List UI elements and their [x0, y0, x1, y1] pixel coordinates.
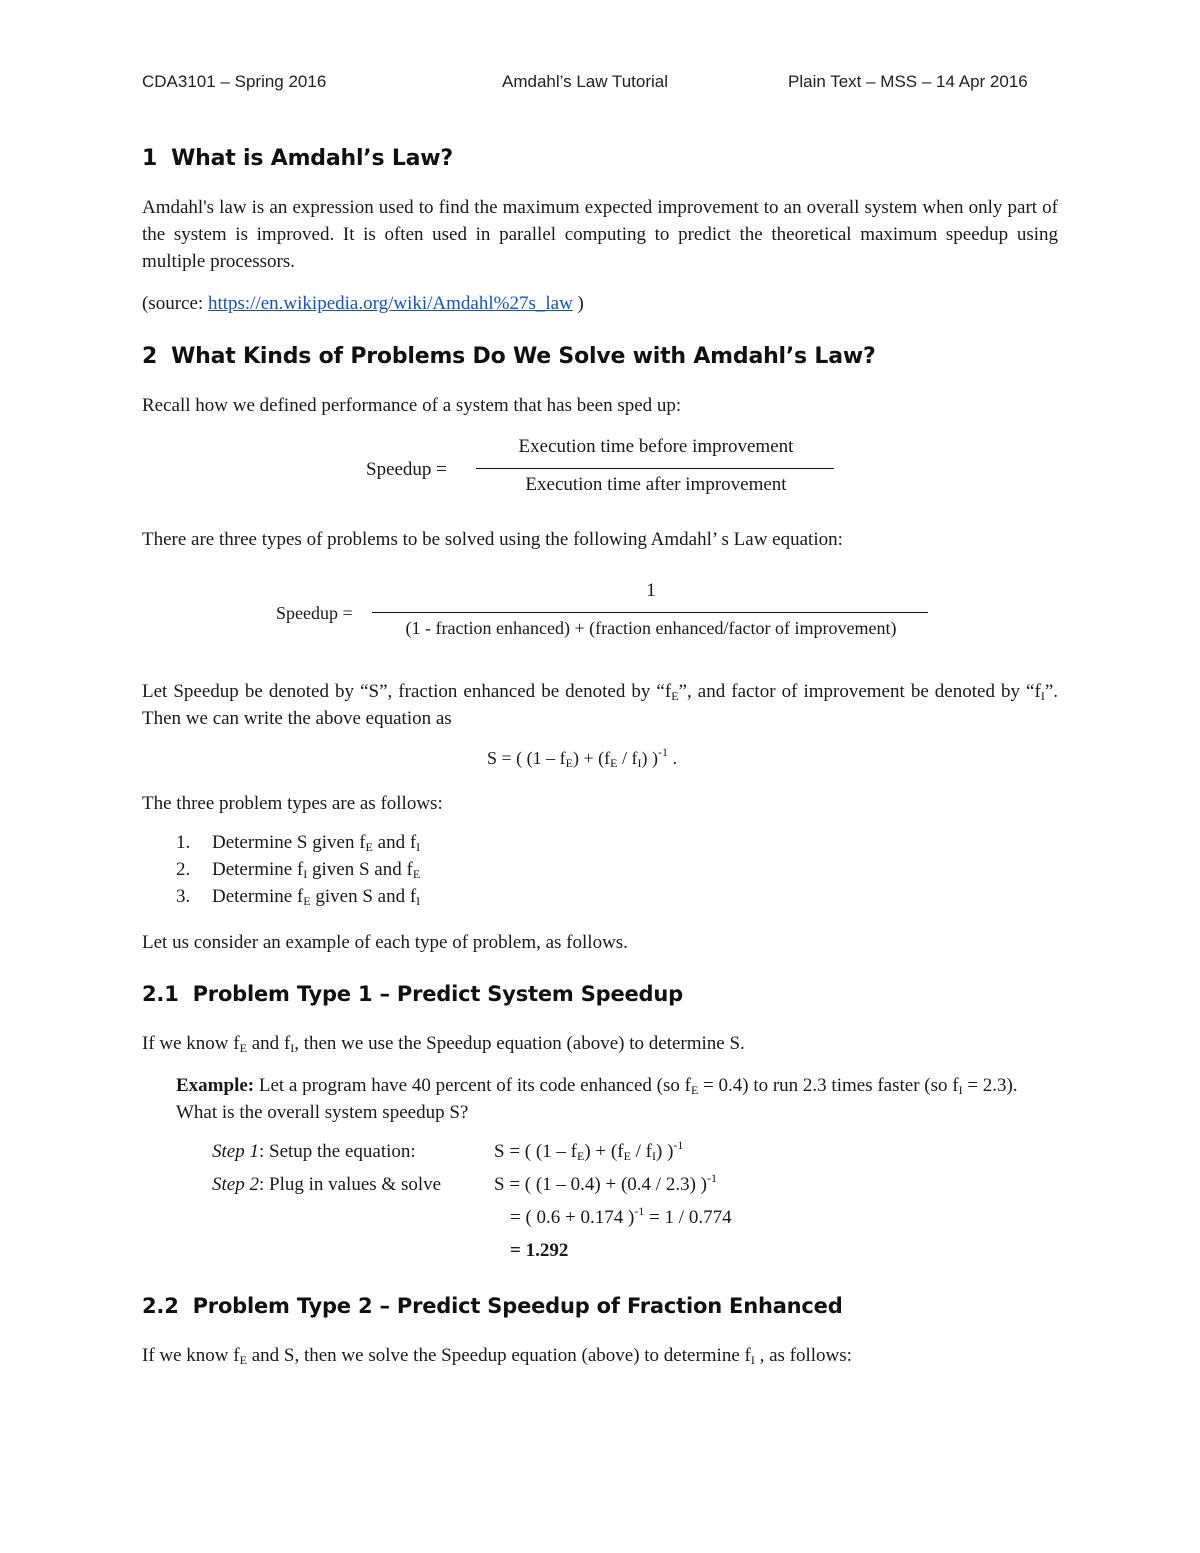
compact-speedup-equation [487, 745, 677, 770]
text-run: and S, then we solve the Speedup equation (above) to determine f [246, 1345, 751, 1366]
step-1-equation [494, 1138, 684, 1163]
fraction-bar [372, 612, 928, 613]
subscript: I [637, 756, 642, 770]
text-run: Determine S given f [212, 832, 366, 853]
problem-type-2-intro [142, 1342, 1058, 1369]
text-run: S = ( (1 – 0.4) + (0.4 / 2.3) ) [494, 1174, 707, 1195]
list-marker: 3. [176, 886, 191, 907]
section-title: What is Amdahl’s Law? [171, 146, 453, 171]
equation-numerator: 1 [646, 580, 656, 601]
equation-numerator: Execution time before improvement [518, 436, 794, 457]
text-run: Let a program have 40 percent of its code enhanced (so f [254, 1075, 691, 1096]
step-2-continued [510, 1204, 732, 1229]
step-2-result: = 1.292 [510, 1240, 569, 1261]
wikipedia-link[interactable]: https://en.wikipedia.org/wiki/Amdahl%27s_law [207, 293, 573, 314]
text-run: ) + (f [584, 1141, 624, 1162]
text-run: = 0.4) to run 2.3 times faster (so f [698, 1075, 959, 1096]
source-prefix: (source: [142, 293, 208, 314]
list-item [176, 886, 420, 908]
text-run: S = ( (1 – f [494, 1141, 578, 1162]
notation-paragraph [142, 678, 1058, 732]
three-types-intro: There are three types of problems to be solved using the following Amdahl’ s Law equation: [142, 529, 843, 550]
list-marker: 1. [176, 832, 191, 853]
subscript: E [610, 756, 618, 770]
subscript: I [1040, 689, 1045, 703]
text-run: S = ( (1 – f [487, 748, 566, 768]
text-run: ) ) [656, 1141, 674, 1162]
section-number: 2.2 [142, 1294, 179, 1318]
step-text: : Setup the equation: [258, 1141, 416, 1162]
step-2-label [212, 1174, 441, 1196]
text-run: , then we use the Speedup equation (above) to determine S. [294, 1033, 745, 1054]
text-run: , as follows: [754, 1345, 852, 1366]
recall-paragraph: Recall how we defined performance of a system that has been sped up: [142, 395, 682, 416]
subscript: I [750, 1353, 755, 1367]
section-1-paragraph: Amdahl's law is an expression used to find the maximum expected improvement to an overall system when only part of the system is improved. It is often used in parallel computing to predict the theoretical maximum speedup using multiple processors. [142, 197, 1058, 272]
header-course: CDA3101 – Spring 2016 [142, 72, 327, 91]
superscript: -1 [634, 1204, 645, 1218]
text-run: and f [372, 832, 417, 853]
list-marker: 2. [176, 859, 191, 880]
section-title: Problem Type 1 – Predict System Speedup [192, 982, 683, 1006]
header-meta: Plain Text – MSS – 14 Apr 2016 [788, 72, 1028, 91]
text-run: Determine f [212, 859, 304, 880]
subscript: I [290, 1041, 295, 1055]
types-intro: The three problem types are as follows: [142, 793, 443, 814]
text-run: If we know f [142, 1033, 240, 1054]
section-2-heading [142, 344, 876, 369]
superscript: -1 [673, 1138, 684, 1152]
source-suffix: ) [572, 293, 584, 314]
subscript: E [623, 1149, 631, 1163]
section-2-2-heading [142, 1294, 843, 1318]
step-1-label [212, 1141, 416, 1163]
text-run: = 2.3). What is the overall system speedup S? [176, 1075, 1018, 1123]
step-label: Step 2 [212, 1174, 259, 1195]
header-title: Amdahl’s Law Tutorial [502, 72, 668, 91]
subscript: E [239, 1041, 247, 1055]
problem-type-1-intro [142, 1030, 1058, 1057]
text-run: / f [617, 748, 638, 768]
subscript: I [303, 867, 308, 881]
fraction-bar [476, 468, 834, 469]
source-line [142, 290, 1058, 317]
subscript: E [577, 1149, 585, 1163]
section-number: 2 [142, 344, 158, 369]
text-run: . [667, 748, 677, 768]
equation-denominator: Execution time after improvement [525, 474, 787, 495]
section-number: 1 [142, 146, 158, 171]
consider-paragraph: Let us consider an example of each type of problem, as follows. [142, 932, 628, 953]
subscript: E [303, 894, 311, 908]
text-run: given S and f [307, 859, 413, 880]
step-text: : Plug in values & solve [258, 1174, 442, 1195]
subscript: E [239, 1353, 247, 1367]
section-title: Problem Type 2 – Predict Speedup of Fraction Enhanced [192, 1294, 843, 1318]
subscript: I [652, 1149, 657, 1163]
text-run: = ( 0.6 + 0.174 ) [510, 1207, 635, 1228]
subscript: E [365, 840, 373, 854]
section-title: What Kinds of Problems Do We Solve with Amdahl’s Law? [171, 344, 876, 369]
step-2-equation [494, 1171, 717, 1196]
text-run: ) + (f [573, 748, 611, 768]
text-run: = 1 / 0.774 [644, 1207, 732, 1228]
text-run: ) ) [641, 748, 658, 768]
list-item [176, 859, 420, 881]
equation-denominator: (1 - fraction enhanced) + (fraction enhanced/factor of improvement) [405, 618, 897, 638]
section-2-1-heading [142, 982, 683, 1006]
subscript: E [412, 867, 421, 881]
subscript: I [416, 894, 421, 908]
text-run: and f [246, 1033, 291, 1054]
superscript: -1 [657, 745, 668, 759]
subscript: E [565, 756, 573, 770]
text-run: Determine f [212, 886, 304, 907]
text-run: given S and f [310, 886, 417, 907]
list-item [176, 832, 420, 854]
subscript: I [416, 840, 421, 854]
example-label: Example: [176, 1075, 255, 1096]
step-label: Step 1 [212, 1141, 259, 1162]
text-run: Let Speedup be denoted by “S”, fraction enhanced be denoted by “f [142, 681, 672, 702]
superscript: -1 [707, 1171, 717, 1185]
section-number: 2.1 [142, 982, 179, 1006]
text-run: If we know f [142, 1345, 240, 1366]
equation-lhs: Speedup = [276, 603, 353, 623]
subscript: E [671, 689, 679, 703]
example-paragraph [176, 1072, 1060, 1126]
text-run: ”. Then we can write the above equation as [142, 681, 1058, 729]
text-run: ”, and factor of improvement be denoted by “f [678, 681, 1041, 702]
equation-lhs: Speedup = [366, 459, 447, 480]
subscript: I [958, 1083, 963, 1097]
section-1-heading [142, 146, 453, 171]
text-run: / f [630, 1141, 653, 1162]
subscript: E [690, 1083, 699, 1097]
